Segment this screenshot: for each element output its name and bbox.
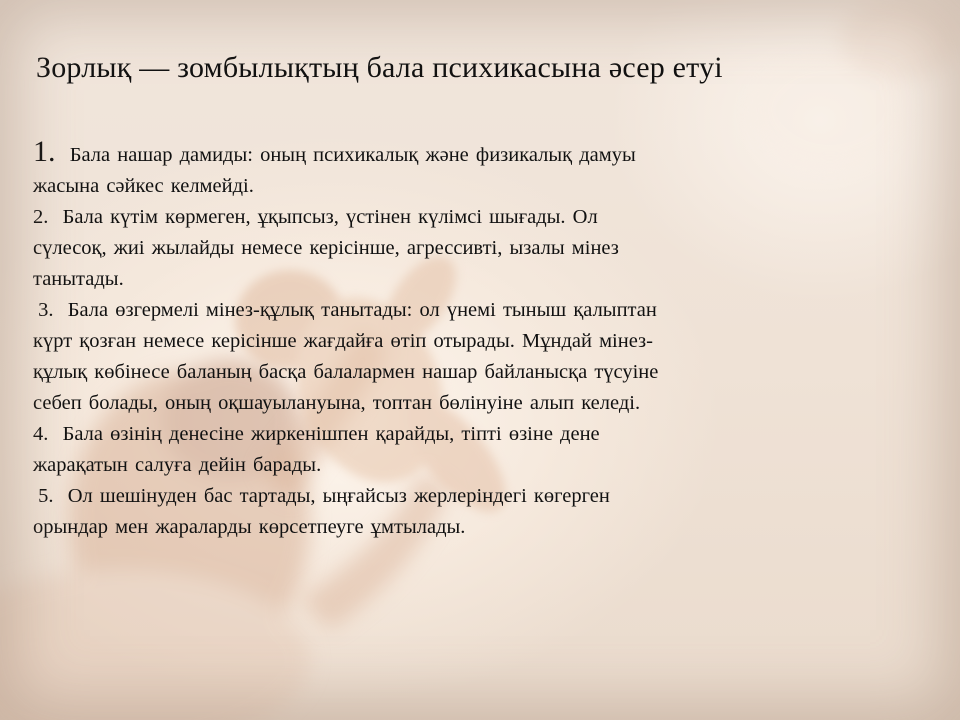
list-item-text: жарақатын салуға дейін барады.: [33, 454, 322, 476]
list-item-text: күрт қозған немесе керісінше жағдайға өтіп отырады. Мұндай мінез-: [33, 330, 653, 352]
list-item-text: танытады.: [33, 268, 124, 290]
list-item-number: 1.: [33, 135, 56, 168]
list-item: [33, 136, 913, 202]
list-item-number: 4.: [33, 423, 49, 445]
list-item: [33, 295, 913, 419]
list-item: [33, 481, 913, 543]
list-item: [33, 202, 913, 295]
list-item-text: Бала өзінің денесіне жиркенішпен қарайды, тіпті өзіне дене: [48, 423, 600, 445]
list-item-number: 5.: [33, 485, 54, 507]
list-item-text: себеп болады, оның оқшауылануына, топтан бөлінуіне алып келеді.: [33, 392, 641, 414]
slide-body: [33, 136, 913, 543]
slide-title: Зорлық — зомбылықтың бала психикасына әсер етуі: [36, 51, 723, 84]
list-item-number: 3.: [33, 299, 54, 321]
list-item-text: сүлесоқ, жиі жылайды немесе керісінше, агрессивті, ызалы мінез: [33, 237, 619, 259]
list-item-text: орындар мен жараларды көрсетпеуге ұмтылады.: [33, 516, 466, 538]
list-item-text: құлық көбінесе баланың басқа балалармен нашар байланысқа түсуіне: [33, 361, 659, 383]
list-item-text: Бала өзгермелі мінез-құлық танытады: ол үнемі тыныш қалыптан: [53, 299, 657, 321]
list-item-text: Бала нашар дамиды: оның психикалық және физикалық дамуы: [55, 144, 636, 166]
list-item-text: жасына сәйкес келмейді.: [33, 175, 254, 197]
list-item: [33, 419, 913, 481]
list-item-text: Бала күтім көрмеген, ұқыпсыз, үстінен күлімсі шығады. Ол: [48, 206, 598, 228]
list-item-text: Ол шешінуден бас тартады, ыңғайсыз жерлеріндегі көгерген: [53, 485, 610, 507]
list-item-number: 2.: [33, 206, 49, 228]
